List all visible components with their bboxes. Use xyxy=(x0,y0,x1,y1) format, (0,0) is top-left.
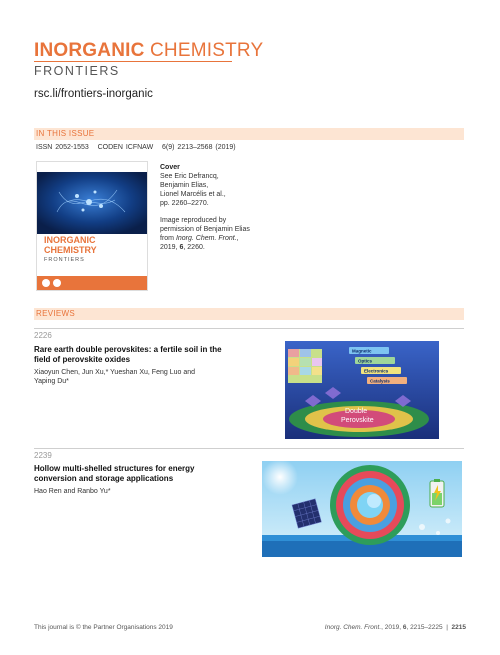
article-divider xyxy=(34,448,464,449)
footer-pages: , 2215–2225 xyxy=(406,624,443,631)
cover-title-line2: CHEMISTRY xyxy=(44,245,97,255)
figure-label-optics: Optics xyxy=(358,358,373,364)
figure-label-magnetic: Magnetic xyxy=(352,348,372,354)
cover-info xyxy=(160,163,310,252)
article-authors xyxy=(34,368,254,386)
cover-artwork xyxy=(37,172,147,234)
credit-page: , 2260. xyxy=(183,244,205,251)
article-title-line: Hollow multi-shelled structures for energy xyxy=(34,464,195,473)
credit-journal: Inorg. Chem. Front. xyxy=(175,235,237,242)
masthead-rule xyxy=(34,61,232,62)
in-this-issue-label: IN THIS ISSUE xyxy=(36,129,95,138)
article-authors xyxy=(34,487,254,496)
credit-line-ref: from Inorg. Chem. Front., xyxy=(160,235,239,242)
footer-journal: Inorg. Chem. Front. xyxy=(324,624,382,631)
credit-line: permission of Benjamin Elias xyxy=(160,226,250,233)
cover-thumbnail[interactable] xyxy=(36,161,148,291)
article-title-line: Rare earth double perovskites: a fertile soil in the xyxy=(34,345,222,354)
article-title[interactable] xyxy=(34,464,254,484)
article-title-line: field of perovskite oxides xyxy=(34,355,131,364)
journal-title-bold: INORGANIC xyxy=(34,40,145,61)
issn-line xyxy=(36,144,236,151)
cover-line: See Eric Defrancq, xyxy=(160,173,219,180)
footer-citation: Inorg. Chem. Front., 2019, 6, 2215–2225 | 2215 xyxy=(324,624,466,631)
credit-from: from xyxy=(160,235,174,242)
article-title-line: conversion and storage applications xyxy=(34,474,174,483)
in-this-issue-bar xyxy=(34,128,464,140)
hollow-shell-figure[interactable] xyxy=(262,461,462,557)
figure-label-electronics: Electronics xyxy=(364,368,389,374)
credit-line-year xyxy=(160,243,310,252)
credit-year: 2019, xyxy=(160,244,178,251)
footer-page-number: 2215 xyxy=(451,624,466,631)
journal-url[interactable]: rsc.li/frontiers-inorganic xyxy=(34,88,153,100)
publisher-logo-icon xyxy=(42,279,50,287)
journal-title xyxy=(34,40,263,62)
coden: CODEN ICFNAW xyxy=(97,144,154,151)
cover-line: Benjamin Elias, xyxy=(160,182,209,189)
issn: ISSN 2052-1553 xyxy=(36,144,89,151)
credit-line: Image reproduced by xyxy=(160,217,227,224)
figure-label-catalysis: Catalysis xyxy=(370,378,390,384)
cover-title-line1: INORGANIC xyxy=(44,235,96,245)
cover-line: Lionel Marcélis et al., xyxy=(160,191,226,198)
footer-copyright: This journal is © the Partner Organisations 2019 xyxy=(34,624,173,631)
journal-title-light: CHEMISTRY xyxy=(150,40,264,61)
cover-footer-band xyxy=(37,276,147,290)
article-title[interactable] xyxy=(34,345,254,365)
credit-volume: 6 xyxy=(179,244,184,251)
figure-label-perovskite: Perovskite xyxy=(341,417,374,424)
author-line: Yaping Du* xyxy=(34,378,69,385)
article-divider xyxy=(34,328,464,329)
partner-logo-icon xyxy=(53,279,61,287)
issue-range: 6(9) 2213–2568 (2019) xyxy=(162,144,236,151)
cover-line: pp. 2260–2270. xyxy=(160,200,209,207)
reviews-label: REVIEWS xyxy=(36,309,75,318)
cover-title-line3: FRONTIERS xyxy=(44,257,85,263)
journal-subtitle: FRONTIERS xyxy=(34,64,120,78)
footer-year: , 2019, xyxy=(381,624,403,631)
reviews-bar xyxy=(34,308,464,320)
author-line: Xiaoyun Chen, Jun Xu,* Yueshan Xu, Feng Luo and xyxy=(34,369,195,376)
perovskite-figure[interactable] xyxy=(285,341,439,439)
author-line: Hao Ren and Ranbo Yu* xyxy=(34,488,111,495)
cover-heading: Cover xyxy=(160,164,180,171)
article-page: 2239 xyxy=(34,451,52,460)
article-page: 2226 xyxy=(34,331,52,340)
footer-volume: 6 xyxy=(402,624,407,631)
figure-label-double: Double xyxy=(345,408,368,415)
